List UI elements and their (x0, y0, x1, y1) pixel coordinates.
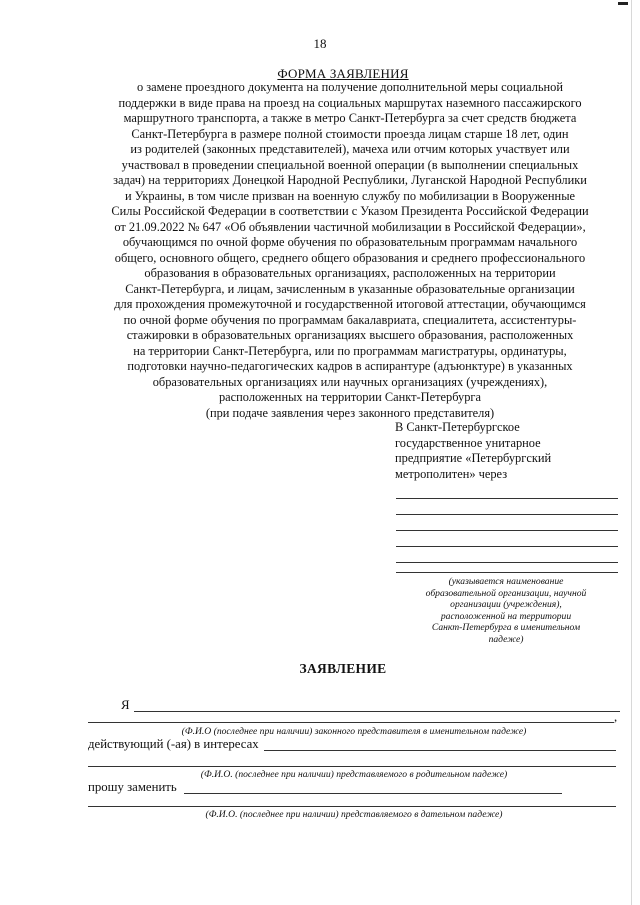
replace-input-line-2[interactable] (88, 806, 616, 807)
form-description-line: Силы Российской Федерации в соответствии с Указом Президента Российской Федерации (111, 204, 589, 218)
form-description-line: участвовал в проведении специальной военной операции (в выполнении специальных (121, 157, 579, 172)
addressee-line: предприятие «Петербургский (395, 451, 552, 465)
page-number: 18 (313, 36, 327, 51)
replace-label: прошу заменить (88, 780, 177, 794)
form-description-line: расположенных на территории Санкт-Петербурга (218, 390, 482, 404)
form-title: ФОРМА ЗАЯВЛЕНИЯ (277, 66, 409, 81)
addressee-line: метрополитен» через (395, 466, 508, 481)
acting-label: действующий (-ая) в интересах (88, 737, 259, 751)
form-description-line: образовательных организациях или научных организациях (учреждениях), (152, 374, 548, 389)
form-description-line: Санкт-Петербурга в размере полной стоимости проезда лицам старше 18 лет, один (131, 126, 569, 141)
organization-note-line: (указывается наименование (448, 576, 564, 587)
form-description-line: задач) на территориях Донецкой Народной Республики, Луганской Народной Республики (113, 173, 587, 187)
organization-blank-line[interactable] (396, 546, 618, 547)
organization-blank-line[interactable] (396, 498, 618, 499)
ya-comma: , (614, 710, 618, 724)
ya-note: (Ф.И.О (последнее при наличии) законного представителя в именительном падеже) (181, 726, 527, 737)
form-description-line: для прохождения промежуточной и государственной итоговой аттестации, обучающимся (114, 297, 586, 311)
acting-input-line-2[interactable] (88, 766, 616, 767)
ya-label: Я (121, 698, 130, 712)
addressee-line: государственное унитарное (395, 435, 541, 450)
ya-input-line-2[interactable] (88, 722, 614, 723)
addressee-block (395, 420, 620, 482)
application-title: ЗАЯВЛЕНИЕ (299, 661, 387, 676)
organization-note-line: образовательной организации, научной (425, 587, 587, 599)
replace-note: (Ф.И.О. (последнее при наличии) представляемого в дательном падеже) (205, 809, 503, 820)
form-description-line: от 21.09.2022 № 647 «Об объявлении частичной мобилизации в Российской Федерации», (114, 219, 586, 234)
form-description-line: подготовки научно-педагогических кадров в аспирантуре (адъюнктуре) в указанных (127, 359, 573, 373)
form-description-line: стажировки в образовательных организациях высшего образования, расположенных (126, 328, 574, 342)
form-description-line: (при подаче заявления через законного представителя) (205, 405, 495, 420)
form-description-line: и Украины, в том числе призван на военную службу по мобилизации в Вооруженные (124, 188, 576, 203)
form-description-line: Санкт-Петербурга, и лицам, зачисленным в указанные образовательные организации (125, 281, 575, 296)
organization-note-line: организации (учреждения), (450, 599, 562, 610)
form-description-line: обучающимся по очной форме обучения по образовательным программам начального (122, 235, 578, 249)
addressee-line: В Санкт-Петербургское (395, 420, 520, 434)
form-description-line: маршрутного транспорта, а также в метро Санкт-Петербурга за счет средств бюджета (123, 111, 577, 125)
form-description-line: по очной форме обучения по программам бакалавриата, специалитета, ассистентуры- (123, 312, 577, 327)
corner-mark (618, 2, 628, 5)
organization-blank-line[interactable] (396, 530, 618, 531)
organization-note-line: Санкт-Петербурга в именительном (431, 622, 581, 633)
ya-input-line[interactable] (134, 711, 620, 712)
form-description-line: о замене проездного документа на получение дополнительной меры социальной (136, 80, 564, 94)
form-description-line: образования в образовательных организациях, расположенных на территории (144, 266, 556, 280)
organization-note-line: расположенной на территории (440, 610, 572, 622)
form-description-line: из родителей (законных представителей), мачеха или отчим которых участвует или (130, 142, 570, 156)
form-description (80, 80, 620, 421)
organization-blank-line[interactable] (396, 514, 618, 515)
form-description-line: на территории Санкт-Петербурга, или по программам магистратуры, ординатуры, (133, 343, 567, 358)
organization-blank-line[interactable] (396, 572, 618, 573)
organization-note-line: падеже) (488, 633, 524, 645)
form-description-line: общего, основного общего, среднего общего образования и среднего профессионального (114, 250, 586, 265)
form-description-line: поддержки в виде права на проезд на социальных маршрутах наземного пассажирского (118, 95, 582, 110)
acting-note: (Ф.И.О. (последнее при наличии) представляемого в родительном падеже) (200, 769, 508, 780)
organization-note (392, 576, 620, 645)
acting-input-line[interactable] (264, 750, 616, 751)
replace-input-line[interactable] (184, 793, 562, 794)
page-edge-line (631, 0, 632, 905)
organization-blank-line[interactable] (396, 562, 618, 563)
